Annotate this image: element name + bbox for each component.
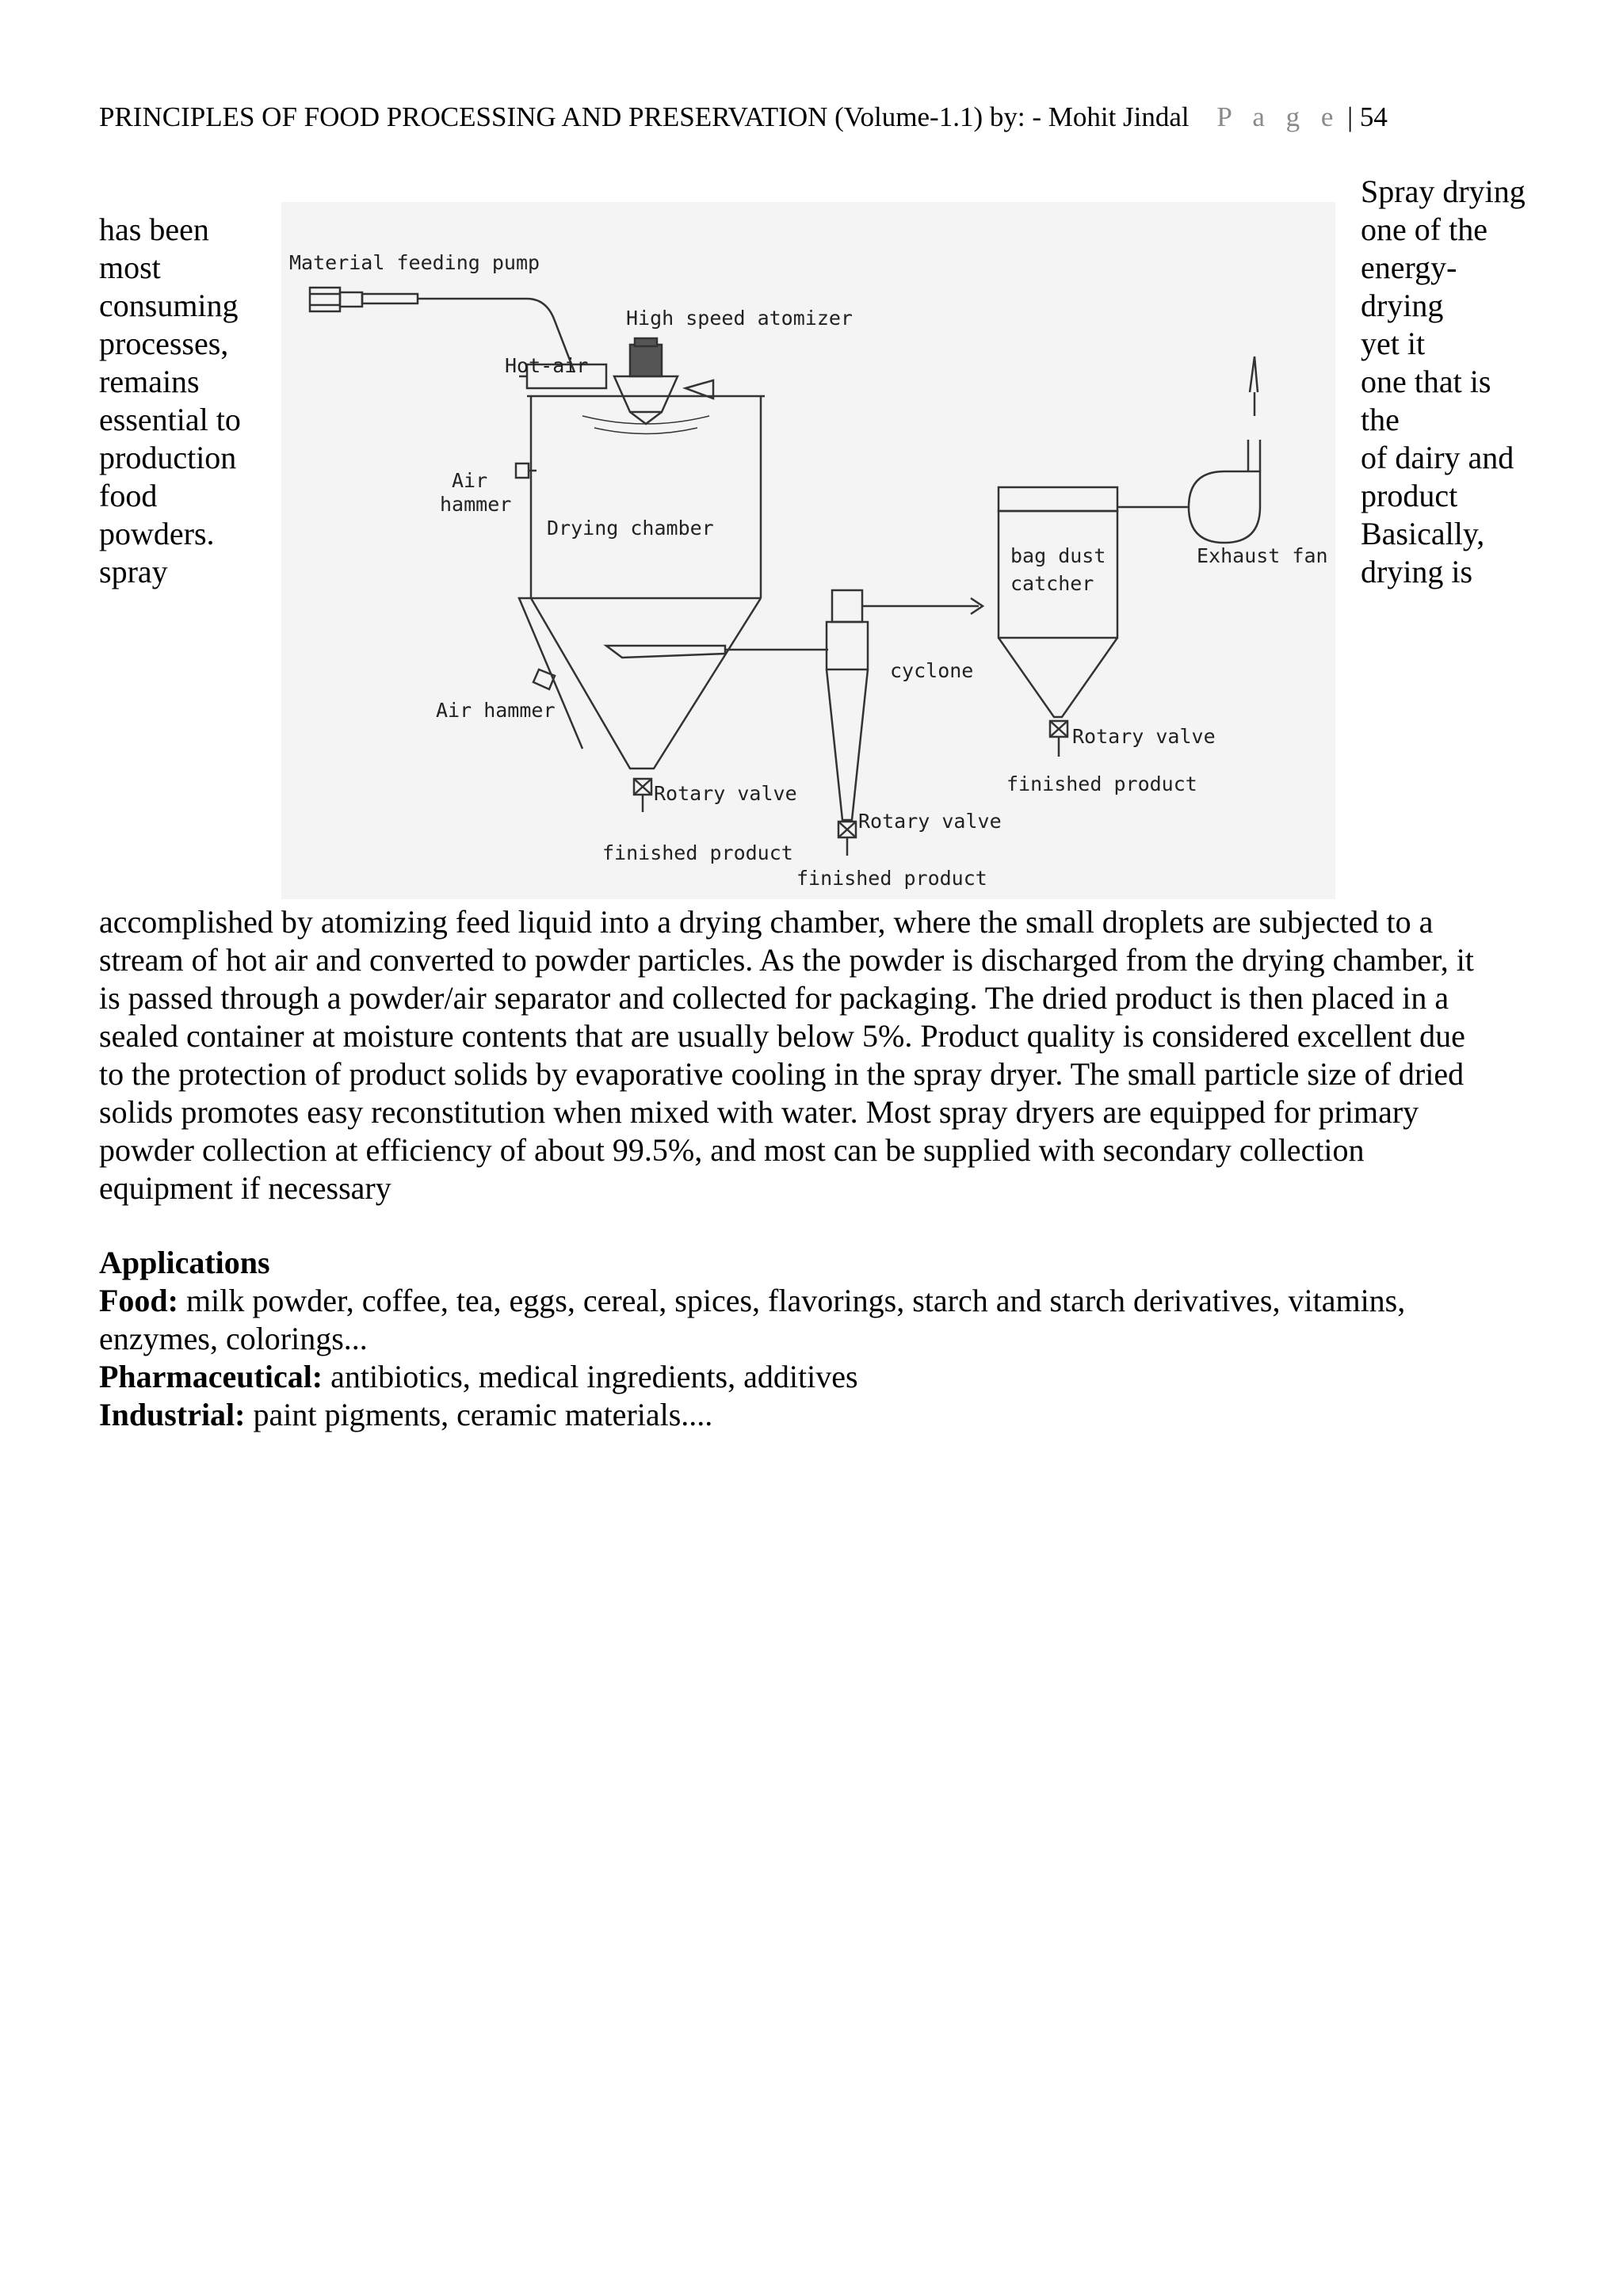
food-text: milk powder, coffee, tea, eggs, cereal, spices, flavorings, starch and starch derivatives, vitamins, — [178, 1283, 1406, 1318]
pharma-line — [99, 1358, 1405, 1396]
label-bag-dust-2: catcher — [1010, 572, 1094, 595]
page-word: P a g e — [1216, 101, 1341, 132]
wrap-left-line: powders. — [99, 516, 215, 551]
applications-heading: Applications — [99, 1245, 270, 1280]
label-air-hammer-bottom: Air hammer — [436, 699, 556, 722]
wrap-left-line: production — [99, 440, 237, 475]
wrap-left-line: has been — [99, 212, 209, 247]
label-material-feeding-pump: Material feeding pump — [289, 251, 540, 274]
wrap-left-line: food — [99, 478, 158, 513]
body-line: powder collection at efficiency of about 99.5%, and most can be supplied with secondary collection — [99, 1132, 1365, 1168]
pharma-text: antibiotics, medical ingredients, additives — [323, 1359, 858, 1394]
food-label: Food: — [99, 1283, 178, 1318]
body-paragraph — [99, 903, 1533, 1207]
body-line: equipment if necessary — [99, 1170, 391, 1206]
page-number: | 54 — [1347, 101, 1388, 132]
wrap-left-line: spray — [99, 554, 168, 589]
wrap-right-line: the — [1361, 402, 1400, 437]
body-line: stream of hot air and converted to powder particles. As the powder is discharged from the drying chamber, it — [99, 942, 1474, 978]
spray-dryer-diagram — [281, 202, 1335, 899]
wrap-left-line: remains — [99, 364, 200, 399]
body-line: solids promotes easy reconstitution when mixed with water. Most spray dryers are equipped for primary — [99, 1094, 1419, 1130]
food-line — [99, 1282, 1405, 1320]
wrap-right-line: of dairy and — [1361, 440, 1514, 475]
label-high-speed-atomizer: High speed atomizer — [626, 307, 853, 330]
wrap-right-line: yet it — [1361, 326, 1426, 361]
body-line: sealed container at moisture contents that are usually below 5%. Product quality is considered excellent due — [99, 1018, 1465, 1054]
label-drying-chamber: Drying chamber — [547, 517, 714, 540]
body-line: is passed through a powder/air separator and collected for packaging. The dried product is then placed in a — [99, 980, 1449, 1016]
label-exhaust-fan: Exhaust fan — [1197, 544, 1328, 567]
food-text-2: enzymes, colorings... — [99, 1321, 368, 1356]
page-header — [99, 101, 1388, 133]
wrap-right-line: energy- — [1361, 250, 1457, 285]
label-rotary-valve-2: Rotary valve — [858, 810, 1002, 833]
wrap-left-line: essential to — [99, 402, 241, 437]
label-air-hammer-top-2: hammer — [440, 493, 512, 516]
industrial-text: paint pigments, ceramic materials.... — [245, 1397, 713, 1432]
wrap-right-line: drying is — [1361, 554, 1473, 589]
header-title: PRINCIPLES OF FOOD PROCESSING AND PRESERVATION (Volume-1.1) by: - Mohit Jindal — [99, 101, 1190, 132]
wrap-left-line: consuming — [99, 288, 239, 323]
applications-section — [99, 1244, 1405, 1434]
label-finished-product-1: finished product — [602, 841, 793, 864]
industrial-label: Industrial: — [99, 1397, 246, 1432]
wrap-right-line: product — [1361, 478, 1458, 513]
industrial-line — [99, 1396, 1405, 1434]
label-air-hammer-top-1: Air — [452, 469, 488, 492]
pharma-label: Pharmaceutical: — [99, 1359, 323, 1394]
wrap-text-right — [1361, 173, 1526, 591]
wrap-right-line: Basically, — [1361, 516, 1485, 551]
label-rotary-valve-3: Rotary valve — [1072, 725, 1216, 748]
body-line: to the protection of product solids by evaporative cooling in the spray dryer. The small particle size of dried — [99, 1056, 1465, 1092]
label-bag-dust-1: bag dust — [1010, 544, 1106, 567]
wrap-right-line: one that is — [1361, 364, 1491, 399]
wrap-right-line: one of the — [1361, 212, 1487, 247]
label-cyclone: cyclone — [890, 659, 974, 682]
label-rotary-valve-1: Rotary valve — [654, 782, 797, 805]
wrap-text-left — [99, 211, 241, 591]
wrap-right-line: Spray drying — [1361, 174, 1526, 209]
label-finished-product-3: finished product — [1006, 772, 1197, 795]
label-finished-product-2: finished product — [796, 867, 987, 890]
wrap-left-line: most — [99, 250, 161, 285]
label-hot-air: Hot-air — [505, 354, 589, 377]
body-line: accomplished by atomizing feed liquid into a drying chamber, where the small droplets are subjected to a — [99, 904, 1434, 940]
wrap-right-line: drying — [1361, 288, 1444, 323]
wrap-left-line: processes, — [99, 326, 229, 361]
